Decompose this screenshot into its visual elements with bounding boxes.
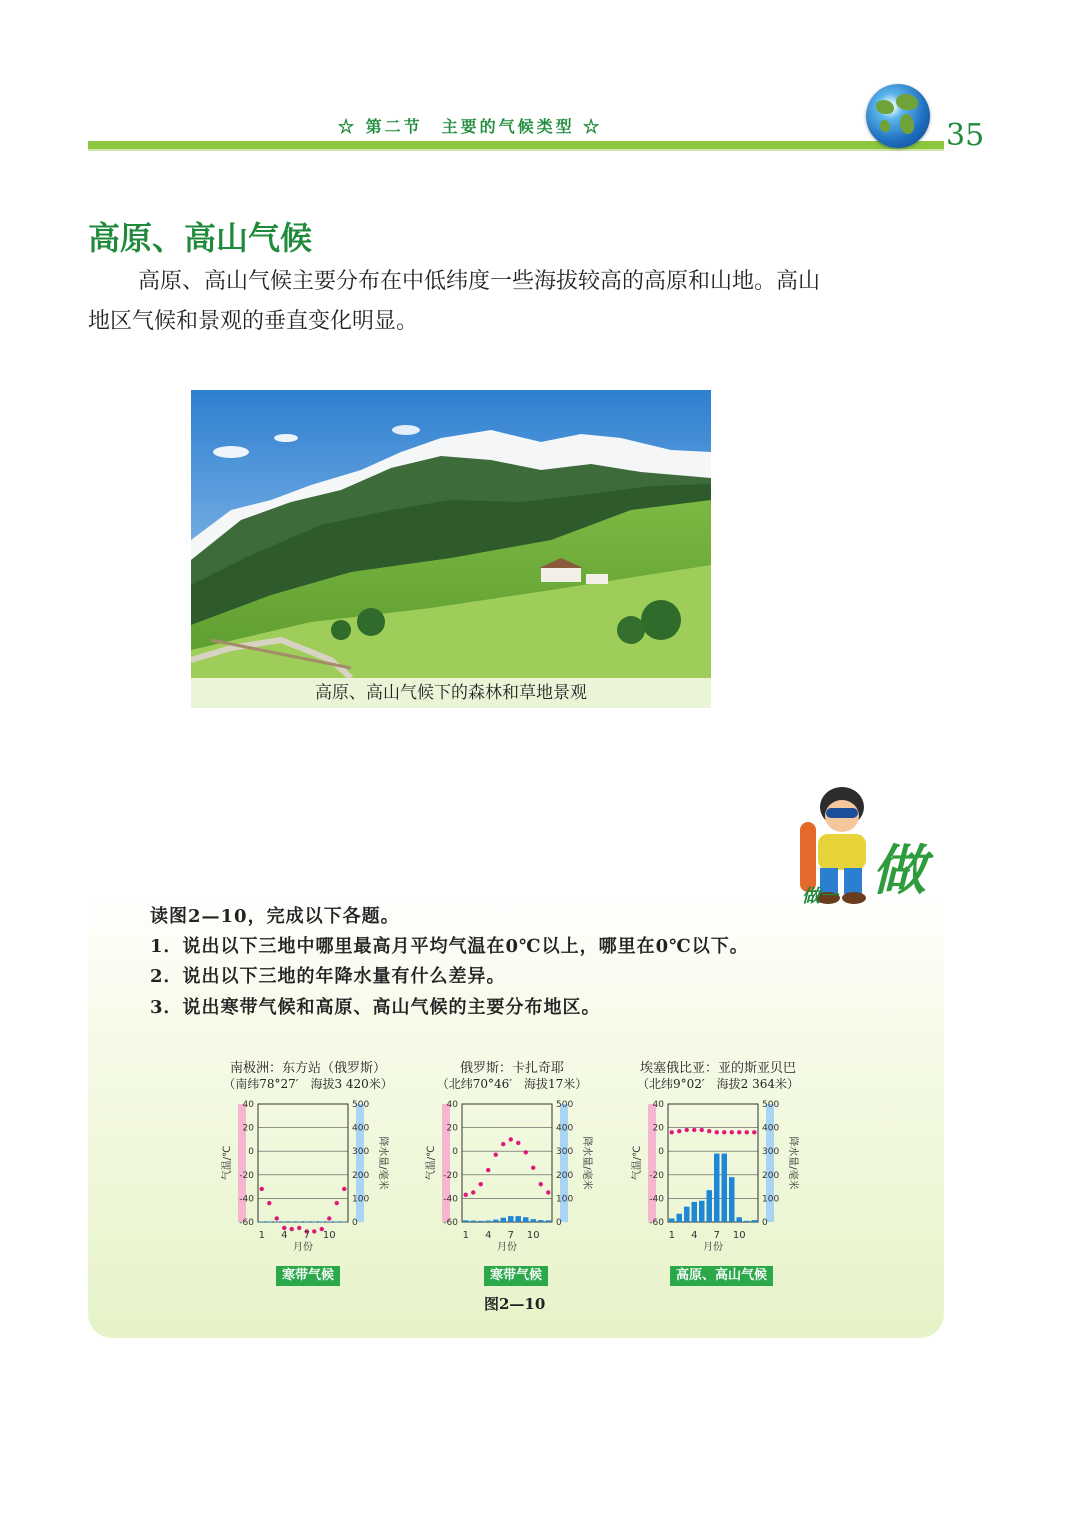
landscape-photo [191, 390, 711, 708]
precip-bar [327, 1222, 333, 1223]
precip-bar [523, 1217, 529, 1222]
chart-title: 南极洲：东方站（俄罗斯） [229, 1061, 386, 1076]
precip-bar [677, 1214, 683, 1222]
page-number: 35 [946, 118, 985, 153]
photo-caption: 高原、高山气候下的森林和草地景观 [191, 678, 711, 708]
precip-bar [722, 1154, 728, 1222]
chart-title: 俄罗斯：卡扎奇耶 [459, 1061, 564, 1076]
precip-tick-label: 400 [556, 1123, 574, 1134]
x-axis-label: 月份 [703, 1242, 723, 1253]
temp-point [745, 1130, 749, 1134]
temp-point [670, 1130, 674, 1134]
activity-label-big: 做 [872, 838, 926, 902]
precip-bar [267, 1222, 273, 1223]
precip-tick-label: 300 [352, 1147, 370, 1158]
temp-point [531, 1166, 535, 1170]
plot-frame [462, 1104, 552, 1222]
temp-axis-label: 气温/℃ [426, 1145, 437, 1181]
temp-tick-label: -60 [649, 1218, 664, 1228]
precip-bar [493, 1220, 499, 1222]
plot-frame [258, 1104, 348, 1222]
precip-bar [289, 1222, 295, 1223]
precip-tick-label: 100 [762, 1194, 780, 1205]
paragraph-text: 高原、高山气候主要分布在中低纬度一些海拔较高的高原和山地。高山地区气候和景观的垂直变化明显。 [88, 269, 821, 334]
temp-tick-label: 20 [446, 1123, 458, 1134]
precip-bar [546, 1220, 552, 1222]
chart-title: 埃塞俄比亚：亚的斯亚贝巴 [639, 1061, 796, 1076]
running-header: ☆ 第二节 主要的气候类型 ☆ [338, 117, 603, 136]
chart-subtitle: （北纬9°02′ 海拔2 364米） [637, 1077, 799, 1091]
temp-point [267, 1201, 271, 1205]
temp-tick-label: 20 [242, 1123, 254, 1134]
precip-tick-label: 400 [352, 1123, 370, 1134]
temp-point [479, 1182, 483, 1186]
precip-bar [471, 1221, 477, 1222]
precip-bar [744, 1221, 750, 1222]
x-axis-label: 月份 [293, 1242, 313, 1253]
temp-point [275, 1216, 279, 1220]
x-axis-label: 月份 [497, 1242, 517, 1253]
temp-tick-label: -40 [239, 1194, 254, 1205]
precip-tick-label: 0 [762, 1218, 768, 1228]
x-tick-label: 4 [485, 1230, 492, 1241]
precip-tick-label: 400 [762, 1123, 780, 1134]
precip-tick-label: 500 [556, 1100, 574, 1110]
temp-tick-label: 0 [658, 1147, 664, 1158]
x-tick-label: 1 [668, 1230, 675, 1241]
x-tick-label: 10 [322, 1230, 336, 1241]
temp-tick-label: 0 [452, 1147, 458, 1158]
precip-bar [342, 1222, 348, 1223]
temp-point [752, 1130, 756, 1134]
precip-bar [699, 1201, 705, 1222]
precip-bar [478, 1221, 484, 1222]
precip-bar [486, 1221, 492, 1222]
temp-point [546, 1190, 550, 1194]
x-tick-label: 7 [507, 1230, 514, 1241]
precip-bar [319, 1222, 325, 1223]
globe-icon [866, 84, 930, 148]
temp-tick-label: 20 [652, 1123, 664, 1134]
x-tick-label: 7 [303, 1230, 310, 1241]
precip-bar [304, 1222, 310, 1223]
temp-tick-label: -60 [443, 1218, 458, 1228]
temp-tick-label: -20 [649, 1170, 664, 1181]
precip-bar [531, 1219, 537, 1222]
temp-point [722, 1130, 726, 1134]
temp-point [692, 1128, 696, 1132]
temp-axis-label: 气温/℃ [222, 1145, 233, 1181]
temp-point [335, 1201, 339, 1205]
temp-point [494, 1153, 498, 1157]
temp-tick-label: -40 [649, 1194, 664, 1205]
temp-point [700, 1128, 704, 1132]
precip-axis-label: 降水量/毫米 [581, 1136, 592, 1190]
precip-bar [737, 1217, 743, 1222]
precip-bar [714, 1154, 720, 1222]
question-2: 2．说出以下三地的年降水量有什么差异。 [150, 966, 506, 987]
activity-intro: 读图2—10，完成以下各题。 [150, 906, 400, 927]
precip-bar [669, 1218, 675, 1222]
x-tick-label: 10 [732, 1230, 746, 1241]
mountain-landscape-illustration [191, 390, 711, 678]
precip-tick-label: 200 [352, 1170, 370, 1181]
section-title: 高原、高山气候 [88, 219, 313, 257]
precip-bar [729, 1177, 735, 1222]
climate-chart [424, 1096, 604, 1266]
figure-label: 图2—10 [484, 1295, 546, 1313]
precip-bar [334, 1222, 340, 1223]
temp-tick-label: -40 [443, 1194, 458, 1205]
precip-tick-label: 0 [556, 1218, 562, 1228]
precip-bar [274, 1222, 280, 1223]
temp-axis-label: 气温/℃ [632, 1145, 643, 1181]
temp-point [539, 1182, 543, 1186]
temp-point [524, 1150, 528, 1154]
temp-tick-label: 40 [652, 1100, 664, 1110]
temp-point [509, 1137, 513, 1141]
temp-tick-label: 40 [242, 1100, 254, 1110]
temp-tick-label: -60 [239, 1218, 254, 1228]
x-tick-label: 1 [462, 1230, 469, 1241]
precip-bar [516, 1216, 522, 1222]
temp-point [677, 1129, 681, 1133]
precip-bar [538, 1220, 544, 1222]
x-tick-label: 4 [691, 1230, 698, 1241]
activity-label-small: 做一 [802, 886, 838, 907]
temp-point [327, 1216, 331, 1220]
precip-tick-label: 500 [762, 1100, 780, 1110]
precip-bar [752, 1220, 758, 1222]
temp-point [260, 1187, 264, 1191]
question-1: 1．说出以下三地中哪里最高月平均气温在0℃以上，哪里在0℃以下。 [150, 936, 749, 957]
precip-tick-label: 100 [556, 1194, 574, 1205]
precip-bar [297, 1222, 303, 1223]
x-tick-label: 10 [526, 1230, 540, 1241]
precip-tick-label: 200 [762, 1170, 780, 1181]
climate-type-tag: 寒带气候 [484, 1266, 548, 1286]
temp-point [486, 1168, 490, 1172]
x-tick-label: 7 [713, 1230, 720, 1241]
temp-point [290, 1227, 294, 1231]
temp-point [312, 1229, 316, 1233]
climate-type-tag: 高原、高山气候 [670, 1266, 773, 1286]
climate-chart [630, 1096, 810, 1266]
temp-point [342, 1187, 346, 1191]
temp-tick-label: 0 [248, 1147, 254, 1158]
precip-axis-label: 降水量/毫米 [787, 1136, 798, 1190]
climate-chart [220, 1096, 400, 1266]
precip-tick-label: 0 [352, 1218, 358, 1228]
precip-bar [692, 1202, 698, 1222]
temp-tick-label: -20 [443, 1170, 458, 1181]
precip-tick-label: 500 [352, 1100, 370, 1110]
x-tick-label: 1 [258, 1230, 265, 1241]
temp-point [737, 1130, 741, 1134]
temp-point [464, 1193, 468, 1197]
precip-tick-label: 100 [352, 1194, 370, 1205]
temp-tick-label: 40 [446, 1100, 458, 1110]
header-rule [88, 141, 944, 149]
temp-point [471, 1190, 475, 1194]
x-tick-label: 4 [281, 1230, 288, 1241]
temp-point [715, 1130, 719, 1134]
precip-bar [463, 1220, 469, 1222]
temp-point [516, 1141, 520, 1145]
precip-bar [684, 1207, 690, 1222]
question-3: 3．说出寒带气候和高原、高山气候的主要分布地区。 [150, 997, 601, 1018]
precip-tick-label: 300 [556, 1147, 574, 1158]
temp-point [297, 1226, 301, 1230]
precip-bar [282, 1222, 288, 1223]
precip-axis-label: 降水量/毫米 [377, 1136, 388, 1190]
chart-subtitle: （南纬78°27′ 海拔3 420米） [223, 1077, 393, 1091]
chart-subtitle: （北纬70°46′ 海拔17米） [436, 1077, 588, 1091]
temp-tick-label: -20 [239, 1170, 254, 1181]
precip-tick-label: 200 [556, 1170, 574, 1181]
temp-point [501, 1142, 505, 1146]
precip-bar [259, 1222, 265, 1223]
temp-point [707, 1129, 711, 1133]
precip-bar [501, 1218, 507, 1222]
precip-tick-label: 300 [762, 1147, 780, 1158]
precip-bar [508, 1216, 514, 1222]
body-paragraph [88, 262, 828, 342]
climate-type-tag: 寒带气候 [276, 1266, 340, 1286]
temp-point [730, 1130, 734, 1134]
precip-bar [312, 1222, 318, 1223]
temp-point [685, 1128, 689, 1132]
plot-frame [668, 1104, 758, 1222]
precip-bar [707, 1190, 713, 1222]
